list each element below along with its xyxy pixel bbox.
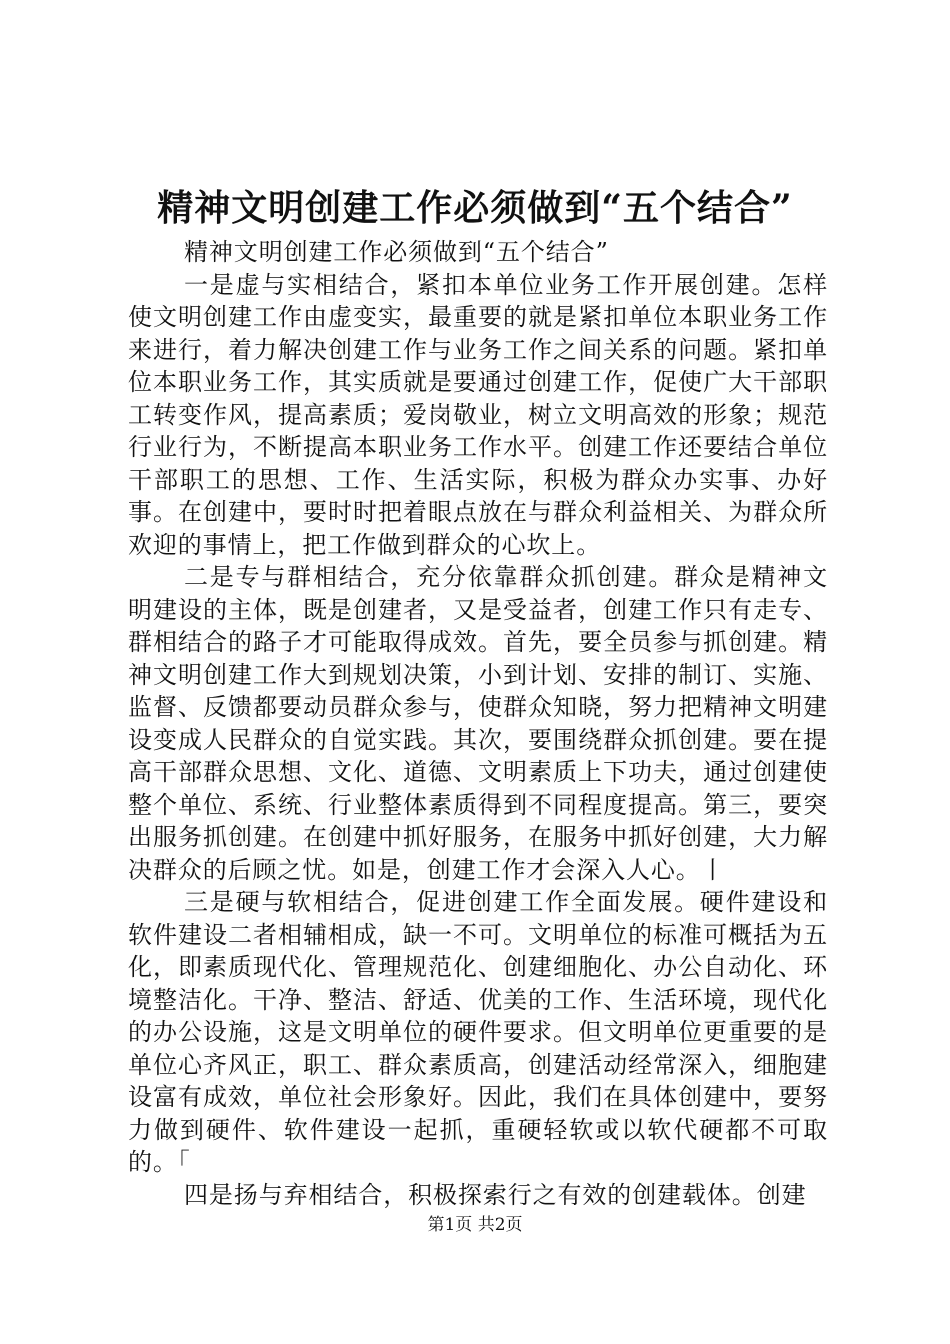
body-paragraph-subtitle: 精神文明创建工作必须做到“五个结合”: [184, 238, 609, 266]
body-paragraph-3: 三是硬与软相结合，促进创建工作全面发展。硬件建设和软件建设二者相辅相成，缺一不可。文明单位的标准可概括为五化，即素质现代化、管理规范化、创建细胞化、办公自动化、环境整洁化。干净、整洁、舒适、优美的工作、生活环境，现代化的办公设施，这是文明单位的硬件要求。但文明单位更重要的是单位心齐风正，职工、群众素质高，创建活动经常深入，细胞建设富有成效，单位社会形象好。因此，我们在具体创建中，要努力做到硬件、软件建设一起抓，重硬轻软或以软代硬都不可取的。「: [128, 888, 828, 1176]
body-paragraph-1: 一是虚与实相结合，紧扣本单位业务工作开展创建。怎样使文明创建工作由虚变实，最重要的就是紧扣单位本职业务工作来进行，着力解决创建工作与业务工作之间关系的问题。紧扣单位本职业务工作，其实质就是要通过创建工作，促使广大干部职工转变作风，提高素质；爱岗敬业，树立文明高效的形象；规范行业行为，不断提高本职业务工作水平。创建工作还要结合单位干部职工的思想、工作、生活实际，积极为群众办实事、办好事。在创建中，要时时把着眼点放在与群众利益相关、为群众所欢迎的事情上，把工作做到群众的心坎上。: [128, 270, 828, 559]
document-body: [128, 236, 828, 1211]
document-title: 精神文明创建工作必须做到“五个结合”: [157, 187, 793, 229]
body-paragraph-2: 二是专与群相结合，充分依靠群众抓创建。群众是精神文明建设的主体，既是创建者，又是受益者，创建工作只有走专、群相结合的路子才可能取得成效。首先，要全员参与抓创建。精神文明创建工作大到规划决策，小到计划、安排的制订、实施、监督、反馈都要动员群众参与，使群众知晓，努力把精神文明建设变成人民群众的自觉实践。其次，要围绕群众抓创建。要在提高干部群众思想、文化、道德、文明素质上下功夫，通过创建使整个单位、系统、行业整体素质得到不同程度提高。第三，要突出服务抓创建。在创建中抓好服务，在服务中抓好创建，大力解决群众的后顾之忧。如是，创建工作才会深入人心。丨: [128, 563, 828, 884]
page-footer: 第1页 共2页: [427, 1215, 523, 1235]
body-paragraph-4: 四是扬与弃相结合，积极探索行之有效的创建载体。创建: [184, 1180, 807, 1209]
